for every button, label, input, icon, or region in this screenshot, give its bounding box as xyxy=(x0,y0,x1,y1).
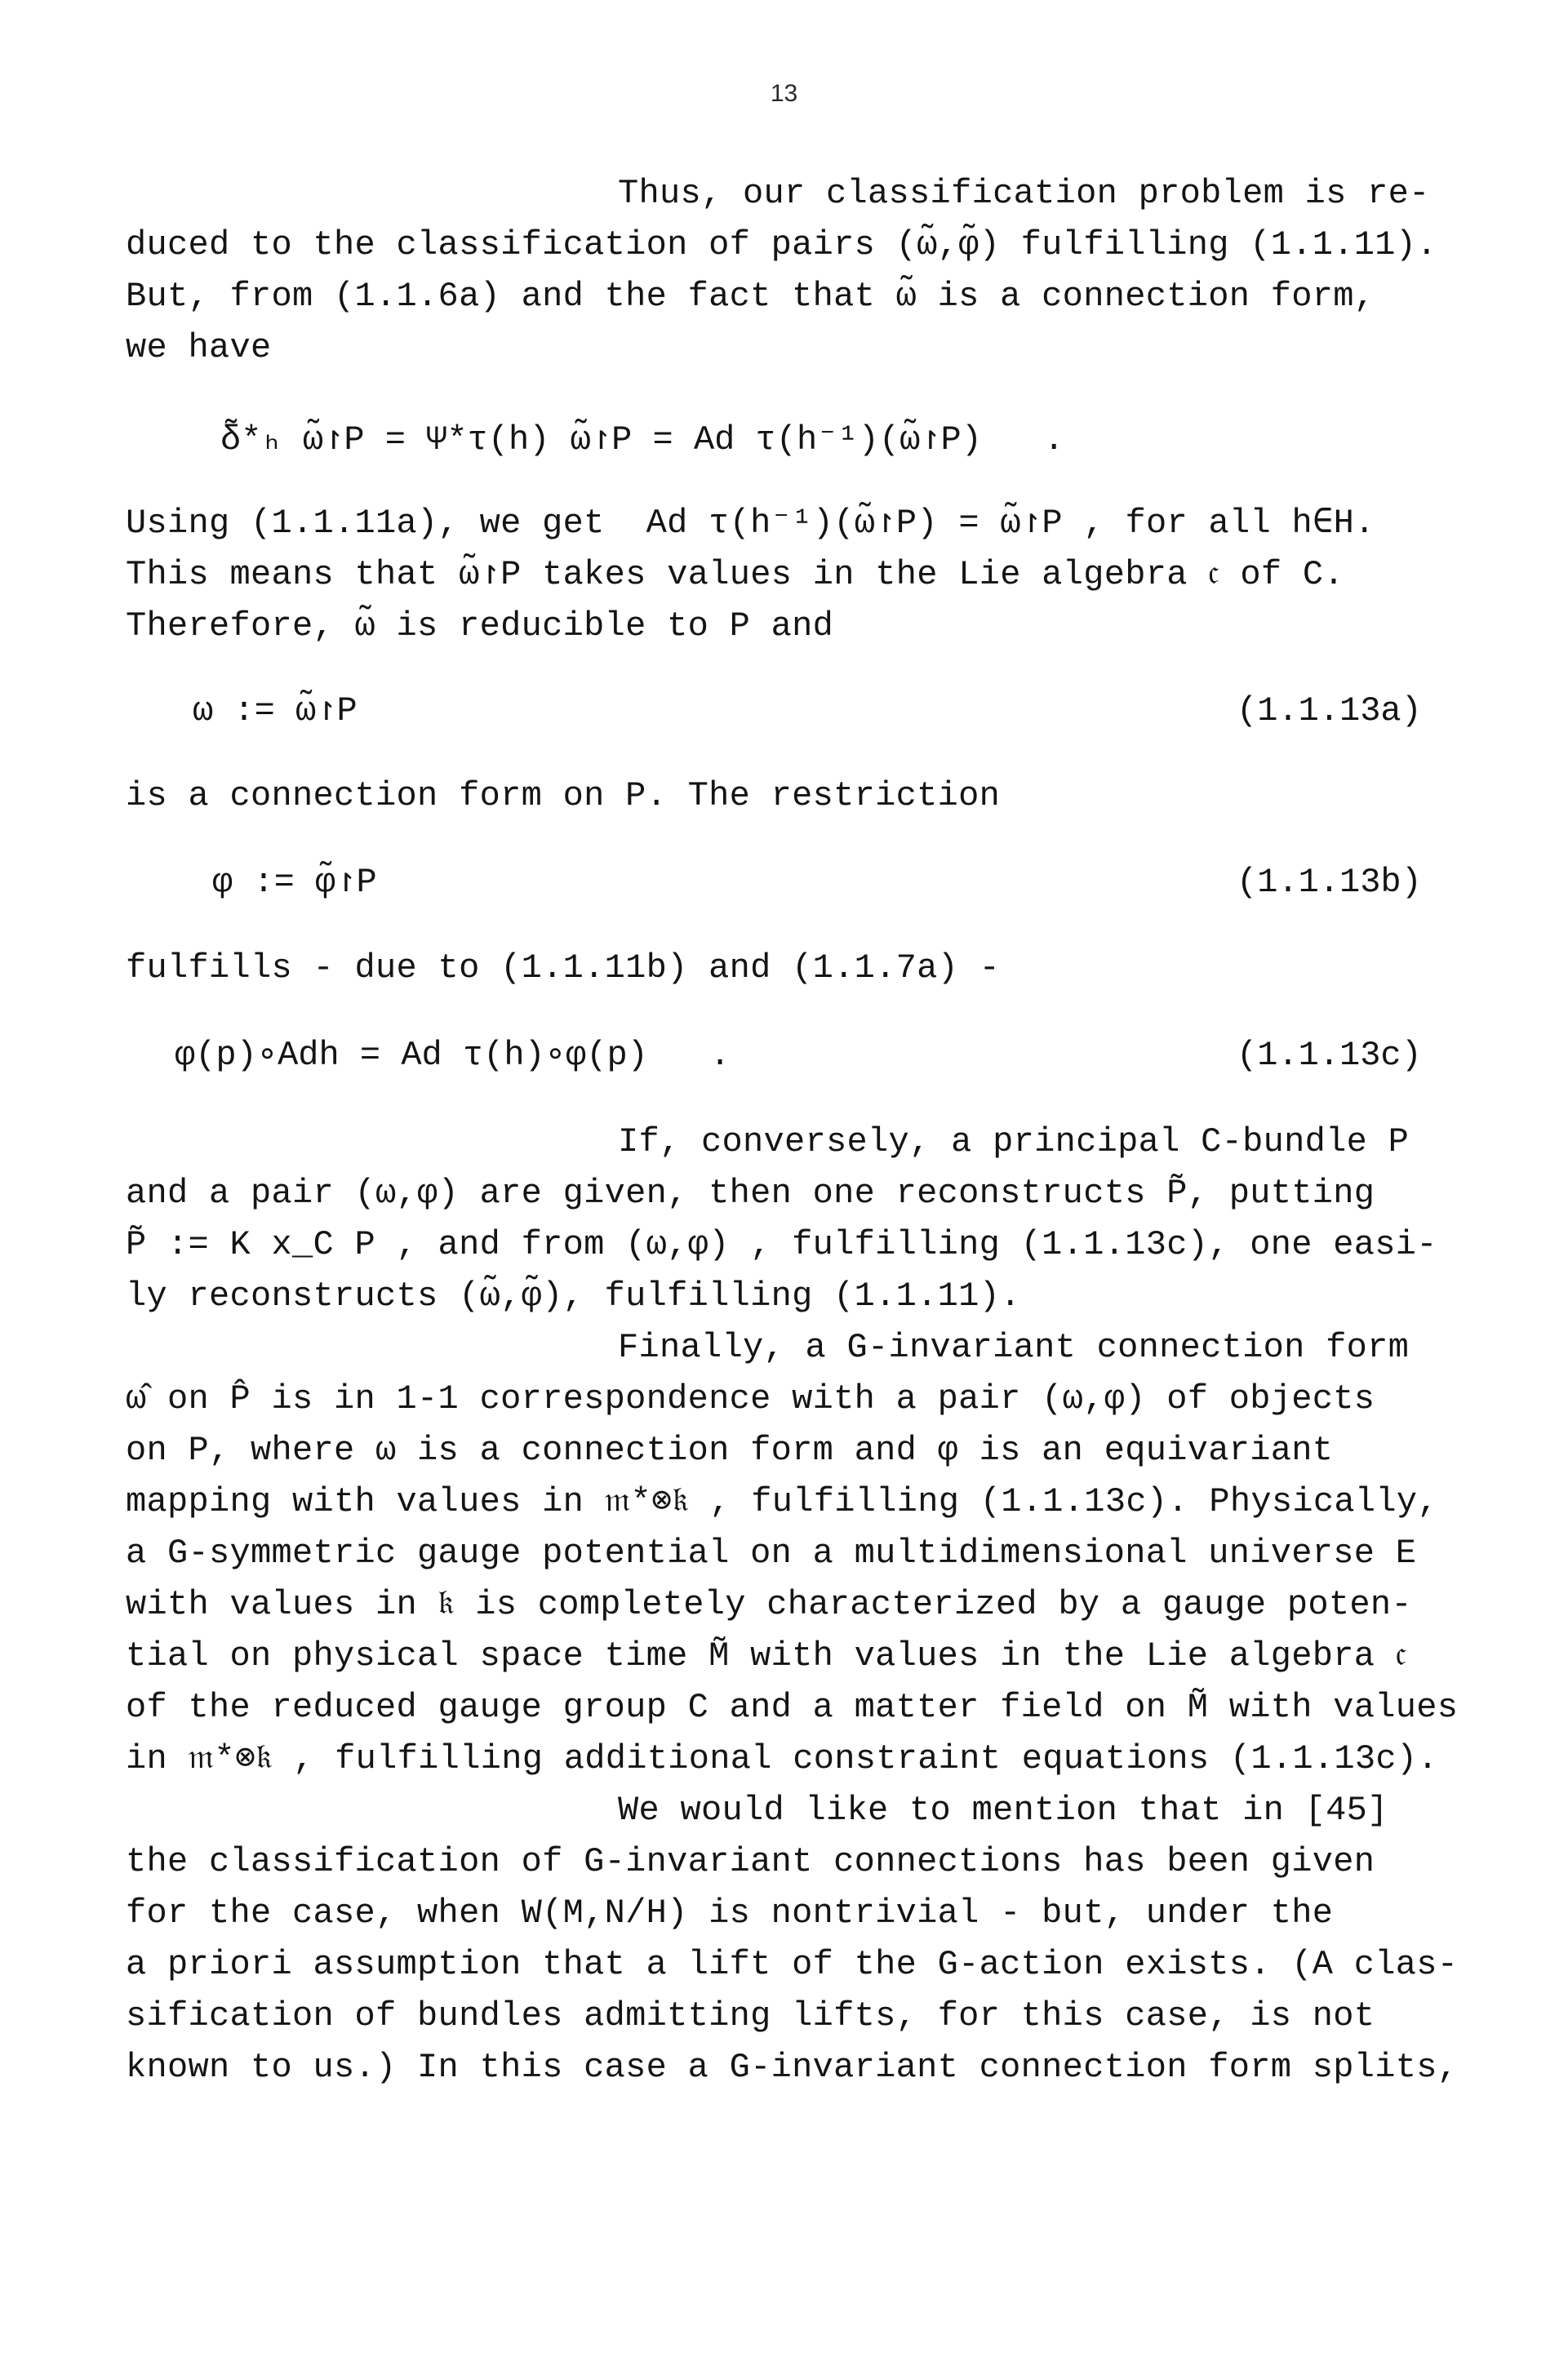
text-line: Therefore, ω̃ is reducible to P and xyxy=(126,606,834,646)
equation-number: (1.1.13b) xyxy=(1237,863,1422,902)
text-line: of the reduced gauge group C and a matter field on M̃ with values xyxy=(126,1688,1459,1727)
text-line: in 𝔪*⊗𝔨 , fulfilling additional constraint equations (1.1.13c). xyxy=(126,1739,1438,1778)
text-line: known to us.) In this case a G-invariant connection form splits, xyxy=(126,2048,1459,2087)
equation-pullback: δ̃*ₕ ω̃↾P = Ψ*τ(h) ω̃↾P = Ad τ(h⁻¹)(ω̃↾P) . xyxy=(220,420,1064,460)
text-line: a G-symmetric gauge potential on a multidimensional universe E xyxy=(126,1534,1417,1573)
text-line: for the case, when W(M,N/H) is nontrivial - but, under the xyxy=(126,1893,1334,1933)
text-line: ω̂ on P̂ is in 1-1 correspondence with a pair (ω,φ) of objects xyxy=(126,1379,1375,1418)
text-line: tial on physical space time M̃ with values in the Lie algebra 𝔠 xyxy=(126,1636,1407,1676)
text-line: This means that ω̃↾P takes values in the Lie algebra 𝔠 of C. xyxy=(126,555,1344,594)
text-line: But, from (1.1.6a) and the fact that ω̃ is a connection form, xyxy=(126,277,1375,316)
equation-number: (1.1.13c) xyxy=(1237,1036,1422,1075)
text-line: Finally, a G-invariant connection form xyxy=(618,1328,1410,1367)
text-line: is a connection form on P. The restriction xyxy=(126,776,1001,815)
text-line: P̃ := K x_C P , and from (ω,φ) , fulfilling (1.1.13c), one easi- xyxy=(126,1225,1437,1264)
text-line: the classification of G-invariant connections has been given xyxy=(126,1842,1375,1881)
text-line: duced to the classification of pairs (ω̃,φ̃) fulfilling (1.1.11). xyxy=(126,225,1437,264)
equation-1-1-13b: φ := φ̃↾P xyxy=(212,863,377,902)
text-line: fulfills - due to (1.1.11b) and (1.1.7a) - xyxy=(126,948,1001,988)
text-line: with values in 𝔨 is completely characterized by a gauge poten- xyxy=(126,1585,1412,1624)
text-line: mapping with values in 𝔪*⊗𝔨 , fulfilling (1.1.13c). Physically, xyxy=(126,1482,1438,1521)
text-line: If, conversely, a principal C-bundle P xyxy=(618,1122,1410,1161)
text-line: Thus, our classification problem is re- xyxy=(618,174,1430,213)
text-line: Using (1.1.11a), we get Ad τ(h⁻¹)(ω̃↾P) = ω̃↾P , for all h∈H. xyxy=(126,504,1375,543)
page-number: 13 xyxy=(770,80,798,107)
text-line: ly reconstructs (ω̃,φ̃), fulfilling (1.1.11). xyxy=(126,1276,1021,1316)
equation-1-1-13a: ω := ω̃↾P xyxy=(193,691,358,730)
text-line: We would like to mention that in [45] xyxy=(618,1791,1388,1830)
text-line: on P, where ω is a connection form and φ is an equivariant xyxy=(126,1431,1334,1470)
equation-1-1-13c: φ(p)∘Adh = Ad τ(h)∘φ(p) . xyxy=(175,1036,731,1075)
text-line: and a pair (ω,φ) are given, then one reconstructs P̃, putting xyxy=(126,1174,1375,1213)
text-line: a priori assumption that a lift of the G-action exists. (A clas- xyxy=(126,1945,1459,1984)
text-line: we have xyxy=(126,328,272,367)
text-line: sification of bundles admitting lifts, for this case, is not xyxy=(126,1996,1375,2036)
equation-number: (1.1.13a) xyxy=(1237,691,1422,730)
